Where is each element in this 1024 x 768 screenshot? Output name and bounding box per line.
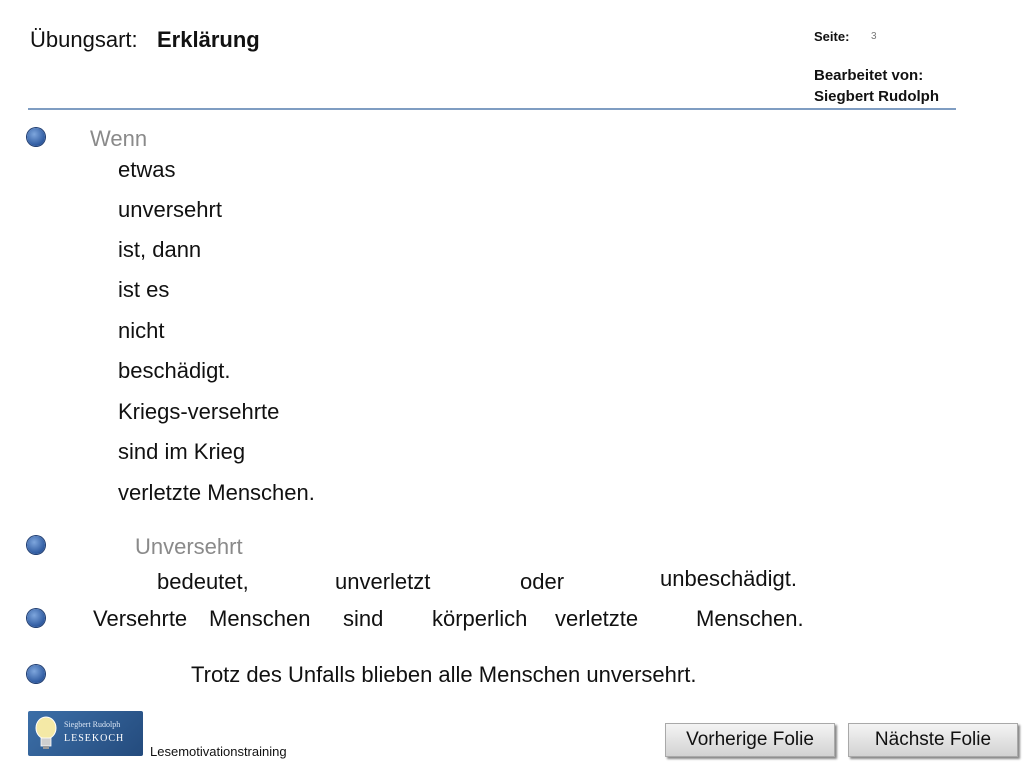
section2-word: bedeutet, <box>157 569 249 594</box>
section1-heading: Wenn <box>90 126 148 151</box>
edited-by-name: Siegbert Rudolph <box>814 88 939 105</box>
section1-line: nicht <box>118 318 165 343</box>
section3-word: verletzte <box>555 606 639 631</box>
section1-line: ist es <box>118 277 170 302</box>
example-sentence: Trotz des Unfalls blieben alle Menschen unversehrt. <box>191 662 697 687</box>
exercise-type-label: Übungsart: <box>30 27 138 52</box>
section1-line: sind im Krieg <box>118 439 246 464</box>
section3-word: sind <box>343 606 384 631</box>
exercise-type-value: Erklärung <box>157 27 260 52</box>
section3-word: Versehrte <box>93 606 188 631</box>
section3-word: körperlich <box>432 606 528 631</box>
next-slide-button[interactable]: Nächste Folie <box>848 723 1018 757</box>
section2-word: unverletzt <box>335 569 431 594</box>
header-divider <box>28 108 956 110</box>
section1-line: ist, dann <box>118 237 202 262</box>
section3-word: Menschen <box>209 606 311 631</box>
lightbulb-icon <box>33 715 59 751</box>
section2-word: oder <box>520 569 565 594</box>
page-label: Seite: <box>814 29 850 44</box>
section3-word: Menschen. <box>696 606 804 631</box>
logo-author: Siegbert Rudolph <box>64 720 121 729</box>
section2-heading: Unversehrt <box>135 534 243 559</box>
section1-line: Kriegs-versehrte <box>118 399 280 424</box>
section2-word: unbeschädigt. <box>660 566 797 591</box>
logo-brand: LESEKOCH <box>64 733 125 744</box>
section1-line: verletzte Menschen. <box>118 480 315 505</box>
edited-by-label: Bearbeitet von: <box>814 67 924 84</box>
section1-line: etwas <box>118 157 176 182</box>
section1-line: unversehrt <box>118 197 222 222</box>
leserkoch-logo <box>28 711 143 756</box>
bullet-icon <box>27 128 45 146</box>
page-number: 3 <box>871 31 877 42</box>
section1-line: beschädigt. <box>118 358 231 383</box>
footer-caption: Lesemotivationstraining <box>150 744 287 759</box>
bullet-icon <box>27 609 45 627</box>
previous-slide-button[interactable]: Vorherige Folie <box>665 723 835 757</box>
bullet-icon <box>27 536 45 554</box>
bullet-icon <box>27 665 45 683</box>
